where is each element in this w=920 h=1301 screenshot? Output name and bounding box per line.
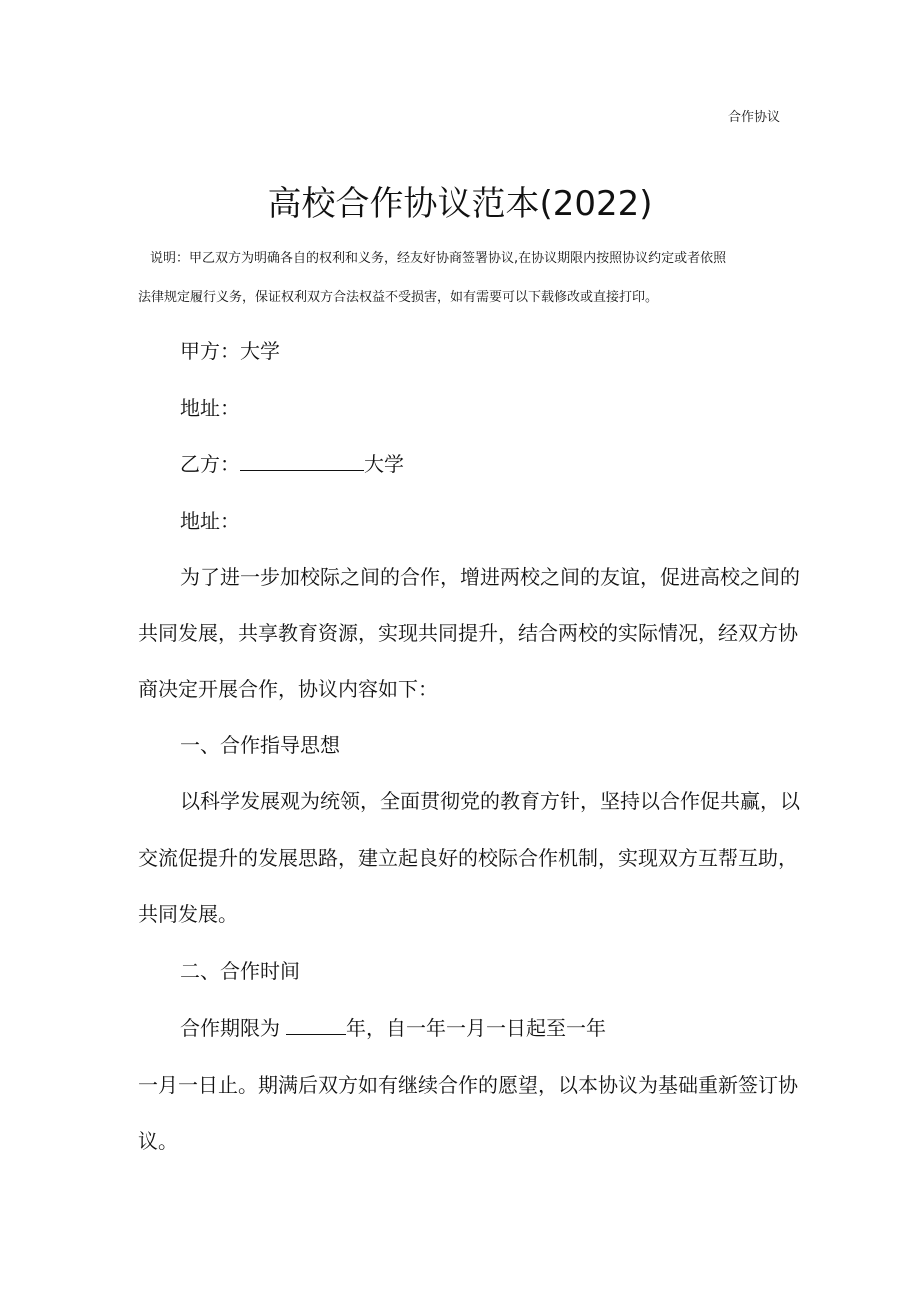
intro-line-1: 为了进一步加校际之间的合作，增进两校之间的友谊，促进高校之间的 bbox=[180, 565, 800, 589]
party-b-label: 乙方： bbox=[180, 452, 240, 476]
party-a-line bbox=[180, 335, 280, 364]
intro-line-2: 共同发展，共享教育资源，实现共同提升，结合两校的实际情况，经双方协 bbox=[138, 621, 798, 645]
section-2-line-3: 议。 bbox=[138, 1129, 178, 1153]
section-2-line-1 bbox=[180, 1012, 606, 1041]
header-tag: 合作协议 bbox=[728, 110, 781, 125]
term-prefix: 合作期限为 bbox=[180, 1016, 280, 1040]
party-a-name: 大学 bbox=[240, 339, 280, 363]
section-2-heading: 二、合作时间 bbox=[180, 959, 300, 983]
intro-line-3: 商决定开展合作，协议内容如下： bbox=[138, 677, 438, 701]
term-suffix: 年，自一年一月一日起至一年 bbox=[346, 1016, 606, 1040]
party-b-line bbox=[180, 448, 404, 477]
section-1-line-2: 交流促提升的发展思路，建立起良好的校际合作机制，实现双方互帮互助， bbox=[138, 846, 798, 870]
section-1-line-1: 以科学发展观为统领，全面贯彻党的教育方针，坚持以合作促共赢，以 bbox=[180, 789, 800, 813]
note-line-2: 法律规定履行义务，保证权利双方合法权益不受损害，如有需要可以下载修改或直接打印。 bbox=[138, 290, 659, 305]
party-a-label: 甲方： bbox=[180, 339, 240, 363]
party-b-suffix: 大学 bbox=[364, 452, 404, 476]
section-1-line-3: 共同发展。 bbox=[138, 902, 238, 926]
section-2-line-2: 一月一日止。期满后双方如有继续合作的愿望，以本协议为基础重新签订协 bbox=[138, 1073, 798, 1097]
address-a-label: 地址： bbox=[180, 396, 240, 420]
party-b-blank bbox=[240, 452, 364, 471]
address-b-label: 地址： bbox=[180, 509, 240, 533]
document-title: 高校合作协议范本(2022) bbox=[267, 184, 653, 224]
note-line-1: 说明：甲乙双方为明确各自的权利和义务，经友好协商签署协议,在协议期限内按照协议约定或者依照 bbox=[150, 251, 727, 266]
term-years-blank bbox=[286, 1016, 346, 1035]
section-1-heading: 一、合作指导思想 bbox=[180, 733, 340, 757]
